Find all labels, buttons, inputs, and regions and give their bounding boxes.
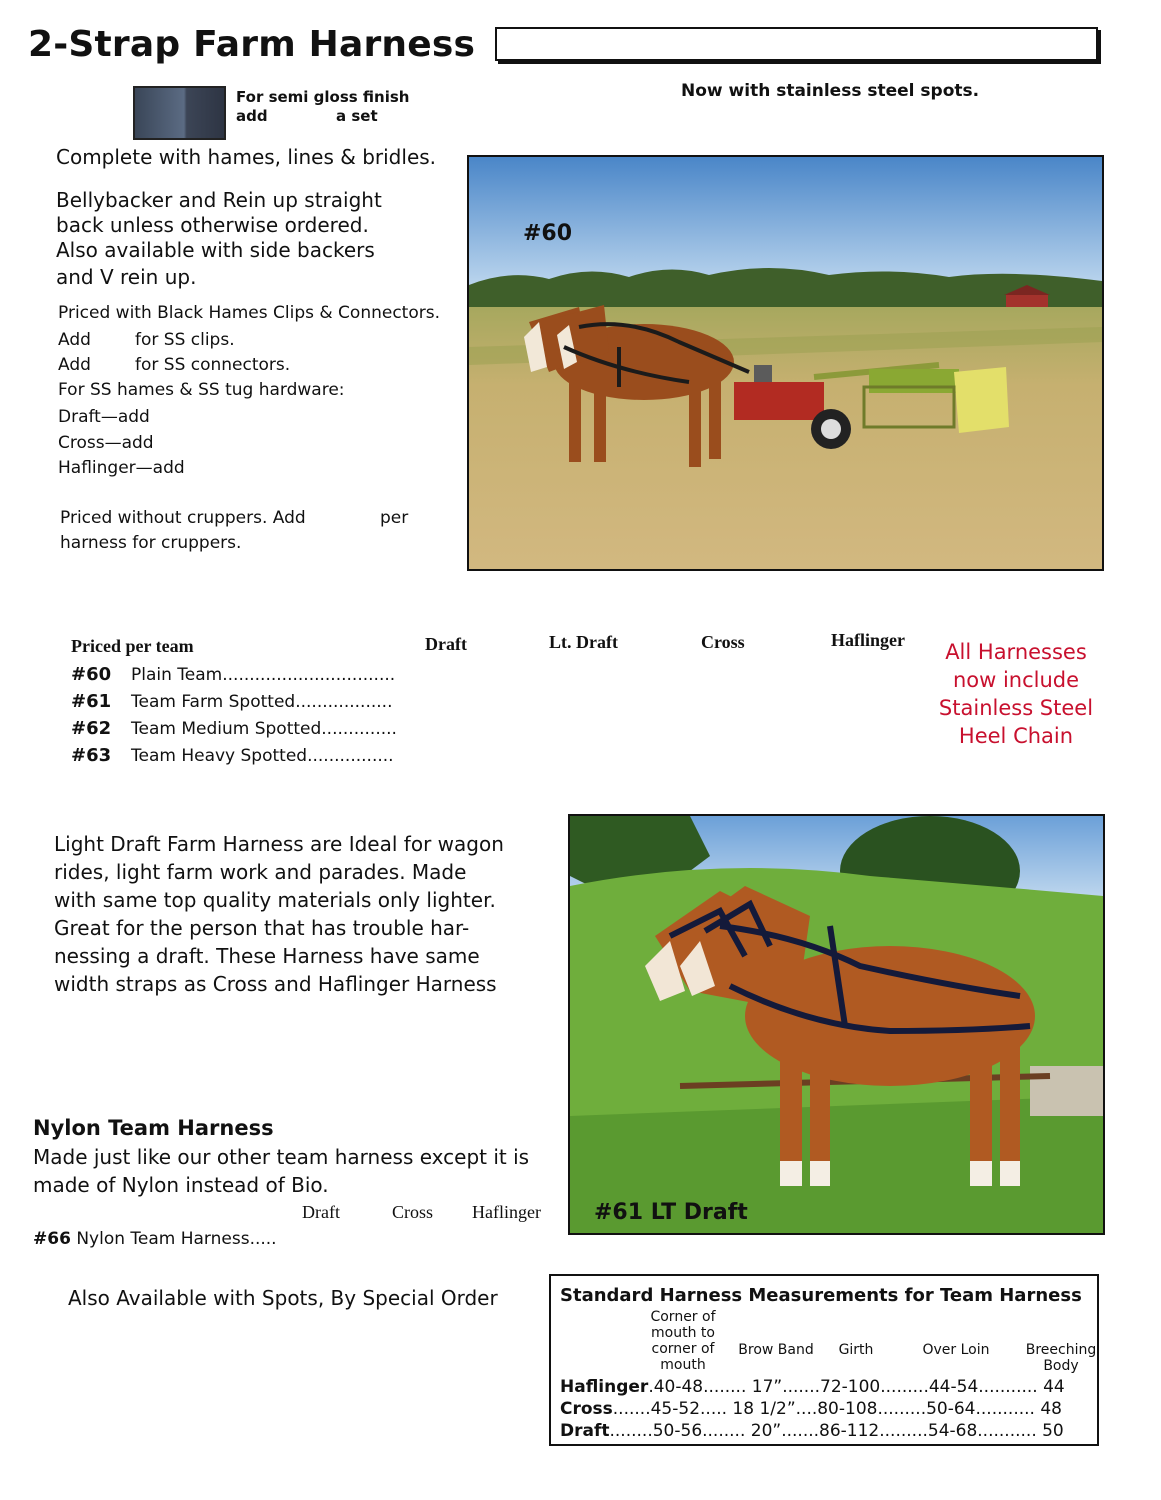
col-lt-draft: Lt. Draft: [549, 632, 618, 652]
leader-dots: ..............: [321, 719, 397, 739]
meas-col-over-loin: [911, 1342, 1001, 1358]
item-name: Team Heavy Spotted: [131, 746, 308, 766]
meas-col-mouth: [637, 1309, 729, 1373]
measurements-table: [549, 1274, 1099, 1446]
cruppers-text-a: Priced without cruppers. Add: [60, 508, 306, 528]
row-values: .40-48........ 17”.......72-100.........44-54........... 44: [648, 1377, 1065, 1397]
col-line: Over Loin: [922, 1342, 990, 1358]
haflinger-add-text: Haflinger—add: [58, 458, 185, 478]
red-note-line: Stainless Steel: [938, 696, 1094, 720]
finish-line-1: For semi gloss finish: [236, 88, 410, 106]
col-line: mouth: [660, 1357, 706, 1373]
col-line: Corner of: [650, 1309, 716, 1325]
red-note-line: now include: [952, 668, 1080, 692]
col-line: Breeching: [1025, 1342, 1097, 1358]
semi-gloss-swatch: [133, 86, 226, 140]
nylon-description: [33, 1143, 529, 1199]
ss-hames-text: For SS hames & SS tug hardware:: [58, 380, 345, 400]
col-line: Girth: [838, 1342, 874, 1358]
item-number: #62: [71, 718, 112, 739]
item-number: #60: [71, 664, 112, 685]
row-label: Haflinger: [560, 1377, 649, 1397]
light-draft-line: Light Draft Farm Harness are Ideal for wagon: [54, 832, 504, 856]
light-draft-line: Great for the person that has trouble har-: [54, 916, 470, 940]
table-row: [560, 1421, 1064, 1441]
nylon-line: Made just like our other team harness except it is: [33, 1145, 530, 1169]
add-connectors-label: Add: [58, 355, 91, 375]
leader-dots: ................................: [222, 665, 396, 685]
table-row: [71, 715, 397, 742]
add-clips-label: Add: [58, 330, 91, 350]
backer-line-4: and V rein up.: [56, 265, 197, 289]
col-haflinger: Haflinger: [831, 630, 905, 650]
nylon-col-haflinger: Haflinger: [472, 1202, 541, 1222]
photo-60-label: #60: [523, 221, 573, 246]
nylon-line: made of Nylon instead of Bio.: [33, 1173, 329, 1197]
nylon-col-draft: Draft: [302, 1202, 340, 1222]
finish-add-label: add: [236, 107, 268, 125]
meas-col-girth: [826, 1342, 886, 1358]
item-number: #63: [71, 745, 112, 766]
table-row: [71, 661, 395, 688]
row-values: ........50-56........ 20”.......86-112.........54-68........... 50: [609, 1421, 1064, 1441]
light-draft-line: width straps as Cross and Haflinger Harness: [54, 972, 497, 996]
leader-dots: ..................: [295, 692, 393, 712]
red-note-line: Heel Chain: [958, 724, 1074, 748]
add-connectors-text: for SS connectors.: [135, 355, 291, 375]
photo-61-label: #61 LT Draft: [594, 1200, 748, 1225]
spots-note: Now with stainless steel spots.: [681, 81, 980, 101]
backer-line-1: Bellybacker and Rein up straight: [56, 188, 382, 212]
table-row: [71, 742, 394, 769]
meas-col-brow-band: [731, 1342, 821, 1358]
cross-add-text: Cross—add: [58, 433, 154, 453]
table-row: [560, 1377, 1065, 1397]
photo-60-team-hay-field: [467, 155, 1104, 571]
table-row: [71, 688, 392, 715]
stainless-heel-chain-note: [930, 638, 1102, 750]
light-draft-line: nessing a draft. These Harness have same: [54, 944, 480, 968]
item-name: Plain Team: [131, 665, 223, 685]
cruppers-text-b: per: [380, 508, 409, 528]
row-label: Draft: [560, 1421, 610, 1441]
item-name: Team Farm Spotted: [131, 692, 296, 712]
backer-line-2: back unless otherwise ordered.: [56, 213, 369, 237]
item-name: Nylon Team Harness.....: [76, 1229, 277, 1249]
cruppers-text-c: harness for cruppers.: [60, 533, 242, 553]
item-name: Team Medium Spotted: [131, 719, 322, 739]
measurements-title: Standard Harness Measurements for Team Harness: [560, 1285, 1082, 1306]
price-table-heading: Priced per team: [71, 636, 194, 656]
title-banner-box: [495, 27, 1098, 61]
add-clips-text: for SS clips.: [135, 330, 235, 350]
nylon-item-row: [33, 1229, 277, 1249]
backer-line-3: Also available with side backers: [56, 238, 375, 262]
meas-col-breeching: [1021, 1342, 1101, 1374]
table-row: [560, 1399, 1062, 1419]
row-values: .......45-52..... 18 1/2”....80-108.........50-64........... 48: [612, 1399, 1062, 1419]
col-line: corner of: [651, 1341, 715, 1357]
complete-text: Complete with hames, lines & bridles.: [56, 145, 437, 169]
light-draft-line: with same top quality materials only lighter.: [54, 888, 496, 912]
col-line: Body: [1043, 1358, 1079, 1374]
finish-set-label: a set: [336, 107, 378, 125]
light-draft-line: rides, light farm work and parades. Made: [54, 860, 467, 884]
leader-dots: ................: [307, 746, 394, 766]
col-draft: Draft: [425, 634, 467, 654]
item-number: #66: [33, 1229, 71, 1249]
page-title: 2-Strap Farm Harness: [28, 24, 476, 65]
item-number: #61: [71, 691, 112, 712]
photo-61-lt-draft-team: [568, 814, 1105, 1235]
nylon-col-cross: Cross: [392, 1202, 434, 1222]
col-line: Brow Band: [738, 1342, 814, 1358]
draft-add-text: Draft—add: [58, 407, 150, 427]
special-order-note: Also Available with Spots, By Special Order: [68, 1286, 498, 1310]
row-label: Cross: [560, 1399, 613, 1419]
light-draft-description: [54, 830, 504, 998]
col-line: mouth to: [651, 1325, 715, 1341]
col-cross: Cross: [701, 632, 745, 652]
nylon-heading: Nylon Team Harness: [33, 1116, 274, 1140]
priced-with-text: Priced with Black Hames Clips & Connectors.: [58, 303, 440, 323]
red-note-line: All Harnesses: [945, 640, 1087, 664]
